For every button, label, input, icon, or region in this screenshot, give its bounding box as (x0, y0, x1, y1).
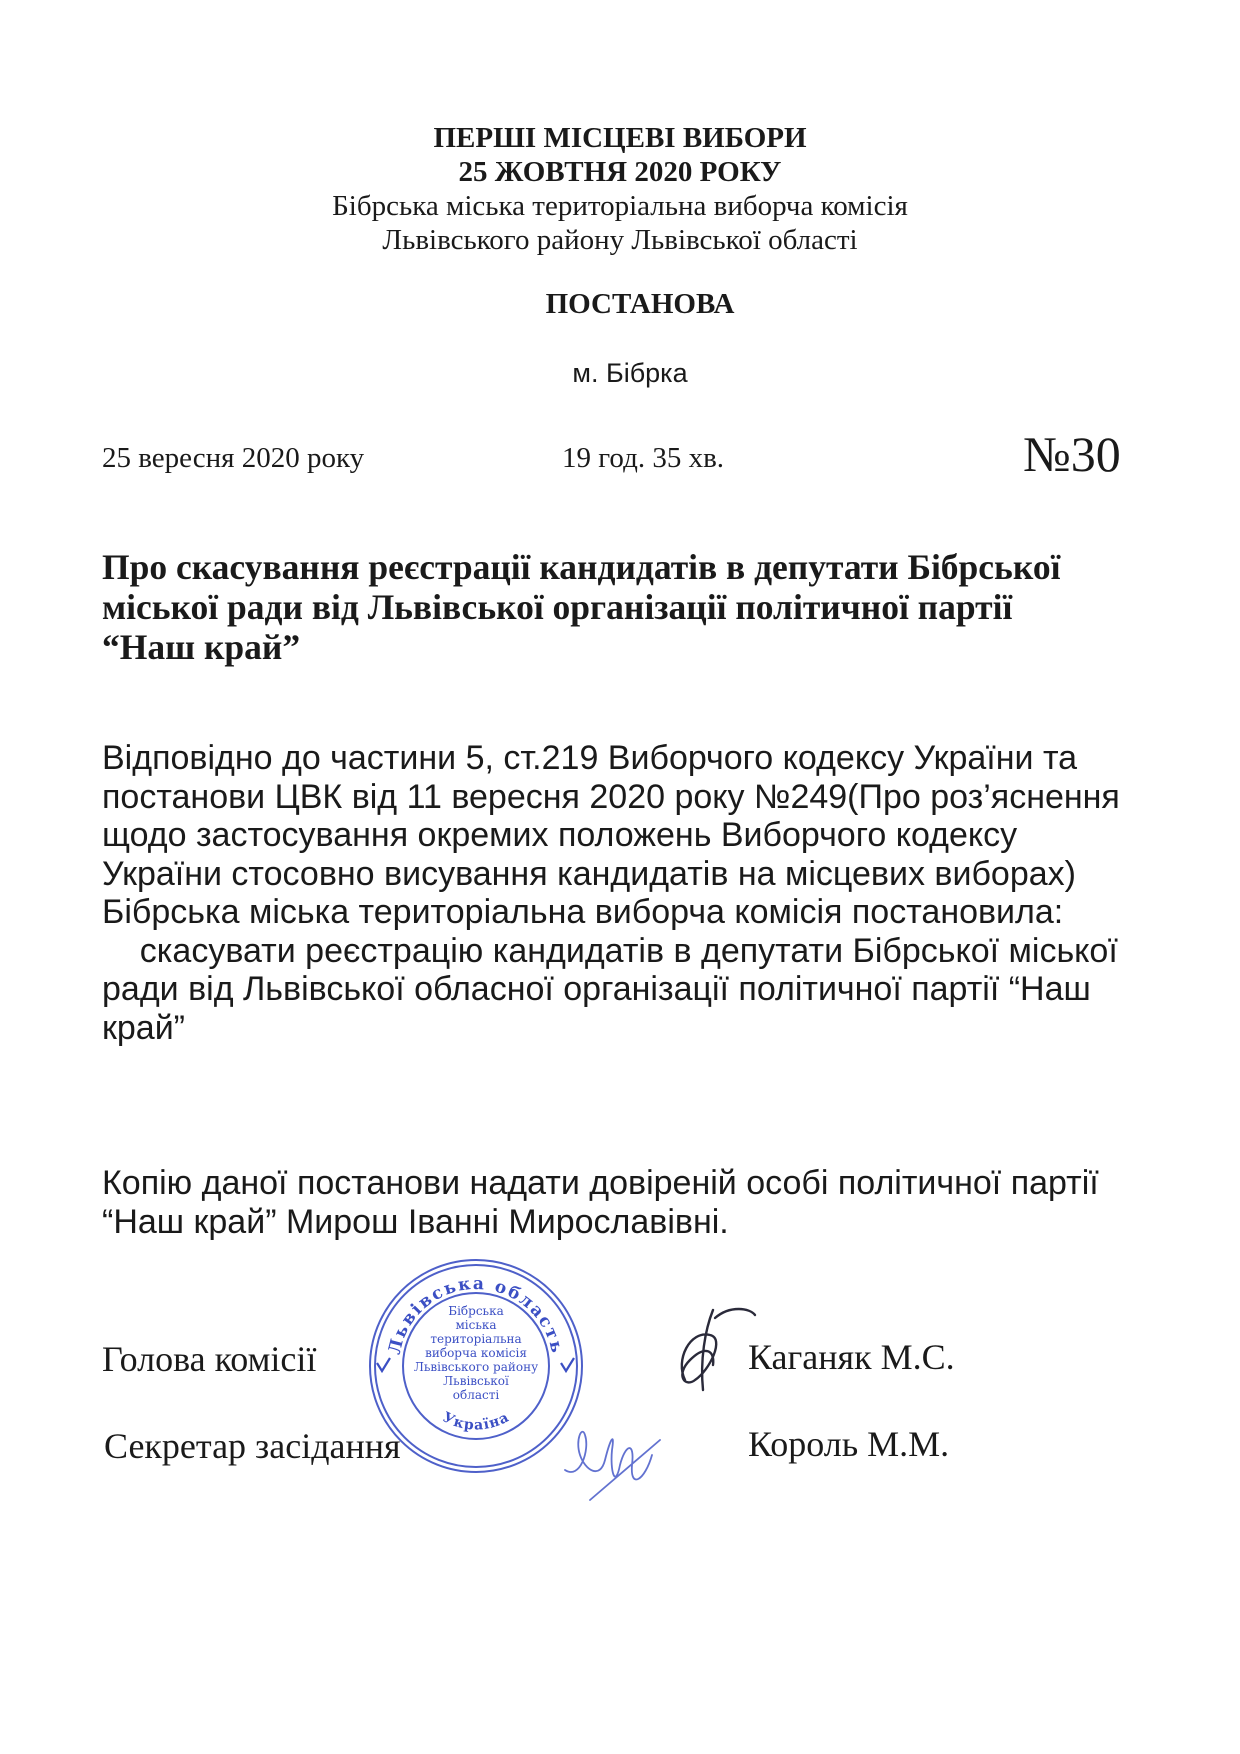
header-commission-region: Львівського району Львівської області (382, 224, 858, 256)
secretary-name: Король М.М. (748, 1424, 950, 1464)
chair-role: Голова комісії (102, 1339, 317, 1379)
stamp-center-line: Львівського району (413, 1360, 539, 1374)
document-body (102, 739, 1162, 1047)
document-time: 19 год. 35 хв. (562, 442, 725, 474)
secretary-role: Секретар засідання (104, 1426, 401, 1466)
document-date: 25 вересня 2020 року (102, 442, 365, 474)
official-stamp (365, 1255, 587, 1477)
stamp-ring-top: Львівська область (384, 1273, 568, 1357)
chair-name: Каганяк М.С. (748, 1337, 955, 1377)
stamp-center-line: Бібрська (448, 1304, 504, 1318)
document-title (102, 547, 1142, 667)
body-line: Бібрська міська територіальна виборча комісія постановила: (102, 893, 1064, 931)
header-commission-name: Бібрська міська територіальна виборча комісія (332, 190, 908, 222)
body-line: ради від Львівської обласної організації політичної партії “Наш (102, 970, 1091, 1008)
body-line: постанови ЦВК від 11 вересня 2020 року №249(Про роз’яснення (102, 777, 1120, 816)
body-line: скасувати реєстрацію кандидатів в депутати Бібрської міської (102, 931, 1118, 970)
body-line: України стосовно висування кандидатів на місцевих виборах) (102, 854, 1076, 893)
stamp-center-line: виборча комісія (425, 1346, 527, 1360)
stamp-ring-bottom: Україна (439, 1409, 513, 1434)
body-line: щодо застосування окремих положень Виборчого кодексу (102, 816, 1018, 854)
copy-line: “Наш край” Мирош Іванні Мирославівні. (102, 1202, 729, 1241)
stamp-center-line: територіальна (430, 1332, 522, 1346)
stamp-center-line: міська (455, 1318, 497, 1332)
title-line: міської ради від Львівської організації політичної партії (102, 587, 1013, 627)
secretary-signature (560, 1410, 680, 1520)
body-line: Відповідно до частини 5, ст.219 Виборчого кодексу України та (102, 739, 1078, 777)
title-line: Про скасування реєстрації кандидатів в депутати Бібрської (102, 547, 1061, 587)
document-type: ПОСТАНОВА (545, 288, 735, 320)
title-line: “Наш край” (102, 627, 301, 667)
header-elections-date: 25 ЖОВТНЯ 2020 РОКУ (458, 156, 782, 188)
document-place: м. Бібрка (572, 358, 688, 388)
copy-line: Копію даної постанови надати довіреній особі політичної партії (102, 1164, 1099, 1202)
stamp-center-line: Львівської (443, 1374, 509, 1388)
chair-signature (655, 1300, 765, 1400)
stamp-center-line: області (452, 1388, 500, 1402)
svg-text:Україна (440, 1409, 512, 1433)
copy-instruction (102, 1164, 1162, 1241)
header-elections-title: ПЕРШІ МІСЦЕВІ ВИБОРИ (433, 122, 807, 154)
document-number: №30 (1023, 426, 1121, 482)
body-line: край” (102, 1008, 186, 1047)
